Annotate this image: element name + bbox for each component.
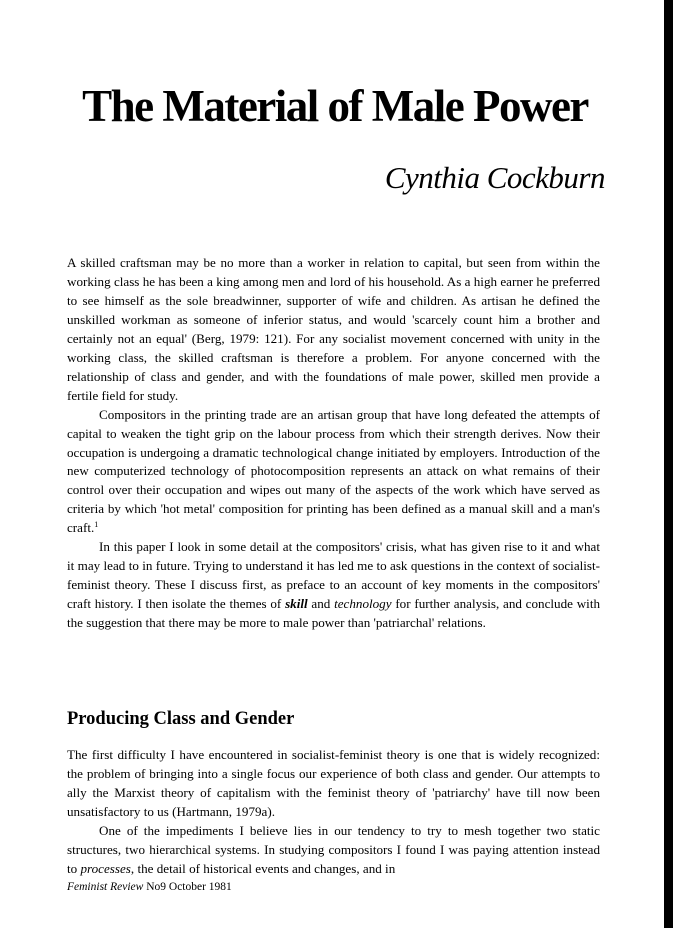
paragraph-text: The first difficulty I have encountered in socialist-feminist theory is one that is widely recognized: the problem of bringing into a single focus our experience of both class and gender. Our attempts to ally the Marxist theory of capitalism with the feminist theory of 'patriarchy' have till now been unsatisfactory to us (Hartmann, 1979a). [67, 747, 600, 819]
intro-body [67, 254, 600, 633]
paragraph-text: for further analysis, and conclude with the suggestion that there may be more to male power than 'patriarchal' relations. [67, 596, 600, 631]
paragraph [67, 254, 600, 406]
paragraph-text: Compositors in the printing trade are an artisan group that have long defeated the attempts of capital to weaken the tight grip on the labour process from which their strength derives. Now their occupation is undergoing a dramatic technological change initiated by employers. Introduction of the new computerized technology of photocomposition represents an attack on what remains of their control over their occupation and wipes out many of the aspects of the work which have served as criteria by which 'hot metal' composition for printing has been defined as a manual skill and a man's craft. [67, 406, 600, 536]
journal-name: Feminist Review [67, 881, 144, 893]
paragraph [67, 746, 600, 822]
emphasis-processes: processes [80, 860, 131, 876]
issue-info: No9 October 1981 [143, 881, 232, 893]
section-heading: Producing Class and Gender [67, 709, 295, 729]
paragraph [67, 538, 600, 633]
paragraph [67, 406, 600, 539]
paragraph-text: A skilled craftsman may be no more than a worker in relation to capital, but seen from within the working class he has been a king among men and lord of his household. As a high earner he preferred to see himself as the sole breadwinner, supporter of wife and children. As artisan he defined the unskilled workman as someone of inferior status, and would 'scarcely count him a brother and certainly not an equal' (Berg, 1979: 121). For any socialist movement concerned with unity in the working class, the skilled craftsman is therefore a problem. For anyone concerned with the relationship of class and gender, and with the foundations of male power, skilled men provide a fertile field for study. [67, 255, 600, 403]
scan-edge-border [664, 0, 673, 928]
emphasis-skill: skill [285, 596, 308, 612]
footnote-marker: 1 [94, 520, 99, 530]
article-title: The Material of Male Power [82, 81, 588, 131]
article-author: Cynthia Cockburn [384, 160, 605, 195]
paragraph-text: One of the impediments I believe lies in our tendency to try to mesh together two static structures, two hierarchical systems. In studying compositors I found I was paying attention instead to [67, 822, 600, 876]
paragraph-text: and [307, 596, 335, 612]
section-body [67, 746, 600, 879]
paragraph-text: , the detail of historical events and changes, and in [130, 860, 396, 876]
emphasis-technology: technology [334, 596, 392, 612]
page-footer [67, 879, 232, 895]
paragraph-text: In this paper I look in some detail at the compositors' crisis, what has given rise to it and what it may lead to in future. Trying to understand it has led me to ask questions in the context of socialist-feminist theory. These I discuss first, as preface to an account of key moments in the compositors' craft history. I then isolate the themes of [67, 539, 600, 612]
paragraph [67, 822, 600, 879]
